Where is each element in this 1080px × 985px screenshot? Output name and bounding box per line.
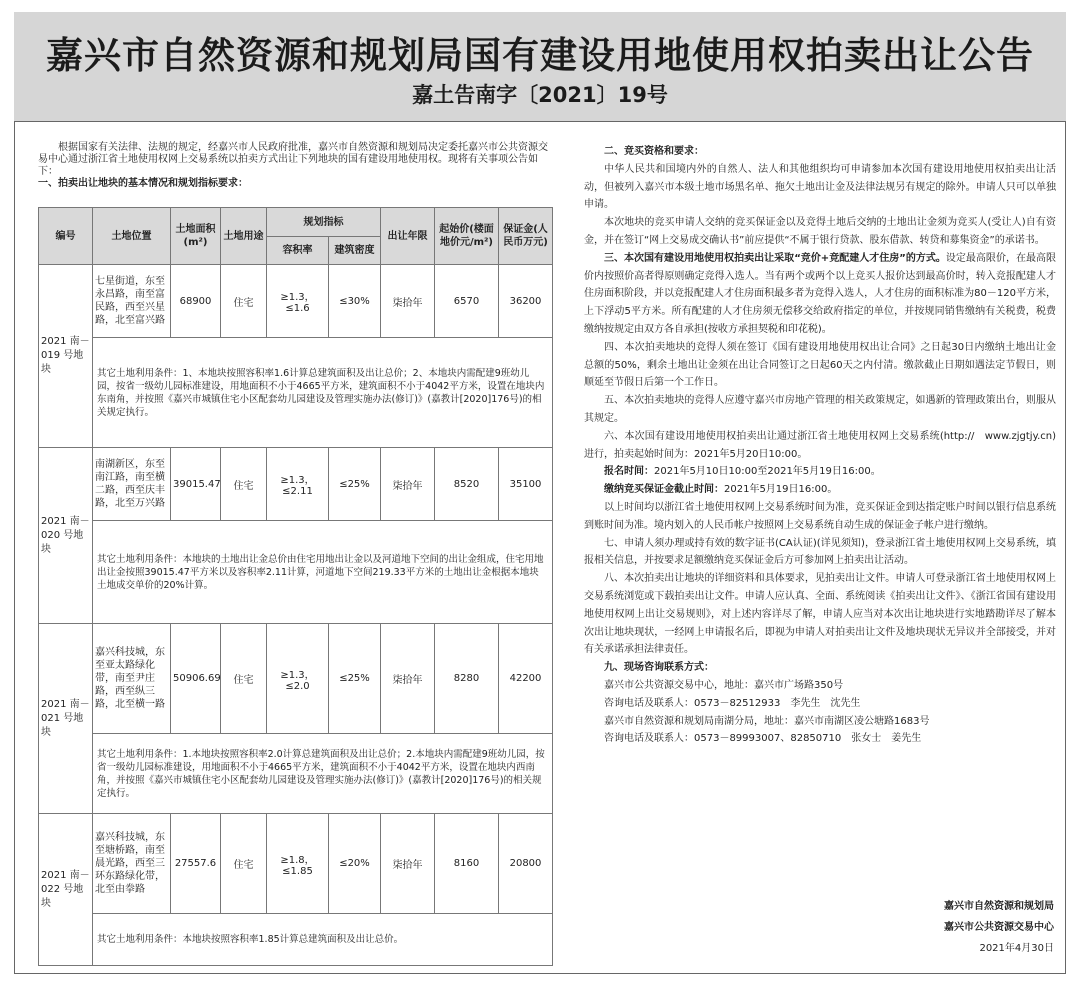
parcel-code: 2021 南－021 号地块 [39, 624, 93, 814]
parcel-density: ≤20% [329, 814, 381, 914]
section-1-title: 一、拍卖出让地块的基本情况和规划指标要求： [38, 178, 248, 189]
table-row-extra [39, 338, 553, 448]
parcel-area: 50906.69 [171, 624, 221, 734]
parcel-code: 2021 南－019 号地块 [39, 265, 93, 448]
parcel-location: 嘉兴科技城，东至塘桥路，南至晨光路，西至三环东路绿化带，北至由拳路 [93, 814, 171, 914]
parcel-term: 柒拾年 [381, 265, 435, 338]
section-3-paragraph [584, 250, 1056, 339]
table-row [39, 814, 553, 914]
header-far: 容积率 [267, 237, 329, 265]
section-6-paragraph: 六、本次国有建设用地使用权拍卖出让通过浙江省土地使用权网上交易系统(http:// www.zjgtjy.cn)进行，拍卖起始时间为：2021年5月20日10:00。 [584, 430, 1056, 460]
intro-paragraph: 根据国家有关法律、法规的规定，经嘉兴市人民政府批准，嘉兴市自然资源和规划局决定委托嘉兴市公共资源交易中心通过浙江省土地使用权网上交易系统以拍卖方式出让下列地块的国有建设用地使用权。现将有关事项公告如下： [38, 142, 548, 177]
section-2-paragraph-1: 中华人民共和国境内外的自然人、法人和其他组织均可申请参加本次国有建设用地使用权拍卖出让活动，但被列入嘉兴市本级土地市场黑名单、拖欠土地出让金及法律法规另有规定的除外。申请人只可以单独申请。 [584, 163, 1056, 211]
section-2-title: 二、竞买资格和要求： [604, 146, 704, 157]
signup-value: 2021年5月10日10:00至2021年5月19日16:00。 [654, 466, 881, 478]
contact-line-2: 咨询电话及联系人：0573－82512933 李先生 沈先生 [604, 697, 861, 709]
contact-line-1: 嘉兴市公共资源交易中心，地址：嘉兴市广场路350号 [604, 679, 844, 691]
parcel-term: 柒拾年 [381, 814, 435, 914]
signature-org-2: 嘉兴市公共资源交易中心 [944, 922, 1054, 933]
section-3-body: 设定最高限价，在最高限价内按照价高者得原则确定竞得入选人。当有两个或两个以上竞买人报价达到最高价时，转入竞报配建人才住房面积阶段，并以竞报配建人才住房面积最多者为竞得入选人，人才住房的面积标准为80－120平方米，上下浮动5平方米。所有配建的人才住房须无偿移交给政府指定的单位，并按规同销售缴纳有关税费，税费缴纳按规定由双方各自承担(按收方承担契税和印花税)。 [584, 252, 1056, 335]
section-3-lead: 三、本次国有建设用地使用权拍卖出让采取“竞价+竞配建人才住房”的方式。 [604, 252, 946, 264]
table-row [39, 448, 553, 521]
parcel-far: ≥1.3，≤1.6 [267, 265, 329, 338]
left-column [38, 142, 552, 190]
header-deposit: 保证金(人民币万元) [499, 208, 553, 265]
parcel-price: 8520 [435, 448, 499, 521]
parcel-price: 6570 [435, 265, 499, 338]
parcel-conditions: 其它土地利用条件：1.本地块按照容积率2.0计算总建筑面积及出让总价；2.本地块内需配建9班幼儿园，按省一级幼儿园标准建设，用地面积不小于4665平方米，建筑面积不小于4042平方米，设置在地块内西南角，并按照《嘉兴市城镇住宅小区配套幼儿园建设及管理实施办法(修订)》(嘉教计[2020]176号)的相关规定执行。 [93, 734, 553, 814]
parcel-location: 南湖新区，东至南江路，南至横二路，西至庆丰路，北至万兴路 [93, 448, 171, 521]
deposit-label: 缴纳竞买保证金截止时间： [604, 484, 724, 496]
deposit-value: 2021年5月19日16:00。 [724, 484, 838, 496]
parcel-conditions: 其它土地利用条件：本地块的土地出让金总价由住宅用地出让金以及河道地下空间的出让金组成，住宅用地出让金按照39015.47平方米以及容积率2.11计算，河道地下空间219.33平方米的土地出让金根据本地块土地成交单价的20%计算。 [93, 521, 553, 624]
parcel-use: 住宅 [221, 448, 267, 521]
parcel-term: 柒拾年 [381, 624, 435, 734]
table-row-extra [39, 734, 553, 814]
parcel-deposit: 36200 [499, 265, 553, 338]
signup-time [584, 463, 1056, 481]
header-location: 土地位置 [93, 208, 171, 265]
header-code: 编号 [39, 208, 93, 265]
signature-org-1: 嘉兴市自然资源和规划局 [944, 901, 1054, 912]
parcel-density: ≤30% [329, 265, 381, 338]
parcel-price: 8280 [435, 624, 499, 734]
document-number: 嘉土告南字〔2021〕19号 [412, 83, 668, 107]
header-use: 土地用途 [221, 208, 267, 265]
contact-line-4: 咨询电话及联系人：0573－89993007、82850710 张女士 姜先生 [604, 733, 922, 745]
header-banner [14, 12, 1066, 122]
signature-block [944, 896, 1054, 959]
parcel-area: 68900 [171, 265, 221, 338]
signup-label: 报名时间： [604, 466, 654, 478]
section-2-paragraph-2: 本次地块的竞买申请人交纳的竞买保证金以及竞得土地后交纳的土地出让金须为竞买人(受让人)自有资金，并在签订“网上交易成交确认书”前应提供“不属于银行贷款、股东借款、转贷和募集资金”的承诺书。 [584, 217, 1056, 246]
table-row [39, 265, 553, 338]
parcel-price: 8160 [435, 814, 499, 914]
deposit-deadline [584, 481, 1056, 499]
header-area: 土地面积(m²) [171, 208, 221, 265]
table-row-extra [39, 521, 553, 624]
right-column [584, 143, 1056, 748]
section-6-paragraph-2: 以上时间均以浙江省土地使用权网上交易系统时间为准，竞买保证金到达指定账户时间以银行信息系统到账时间为准。境内划入的人民币帐户按照网上交易系统自动生成的保证金子帐户进行缴纳。 [584, 501, 1056, 531]
section-9-title: 九、现场咨询联系方式： [604, 662, 714, 674]
table-row [39, 624, 553, 734]
section-4-paragraph: 四、本次拍卖地块的竞得人须在签订《国有建设用地使用权出让合同》之日起30日内缴纳土地出让金总额的50%，剩余土地出让金须在出让合同签订之日起60天之内付清。缴款截止日期如遇法定节假日，则顺延至节假日后第一个工作日。 [584, 341, 1056, 389]
parcel-deposit: 42200 [499, 624, 553, 734]
parcel-code: 2021 南－020 号地块 [39, 448, 93, 624]
parcel-density: ≤25% [329, 448, 381, 521]
parcel-location: 七星街道，东至永昌路，南至富民路，西至兴星路，北至富兴路 [93, 265, 171, 338]
parcel-deposit: 35100 [499, 448, 553, 521]
table-row-extra [39, 914, 553, 966]
parcel-far: ≥1.8，≤1.85 [267, 814, 329, 914]
parcel-density: ≤25% [329, 624, 381, 734]
parcel-conditions: 其它土地利用条件：本地块按照容积率1.85计算总建筑面积及出让总价。 [93, 914, 553, 966]
signature-date: 2021年4月30日 [979, 943, 1054, 954]
contact-line-3: 嘉兴市自然资源和规划局南湖分局，地址：嘉兴市南湖区凌公塘路1683号 [604, 715, 930, 727]
parcel-term: 柒拾年 [381, 448, 435, 521]
section-7-paragraph: 七、申请人须办理或持有效的数字证书(CA认证)(详见须知)，登录浙江省土地使用权网上交易系统，填报相关信息，并按要求足额缴纳竞买保证金后方可参加网上拍卖出让活动。 [584, 537, 1056, 567]
parcel-far: ≥1.3，≤2.11 [267, 448, 329, 521]
page-title: 嘉兴市自然资源和规划局国有建设用地使用权拍卖出让公告 [46, 34, 1034, 77]
header-planning: 规划指标 [267, 208, 381, 237]
parcel-deposit: 20800 [499, 814, 553, 914]
parcel-area: 39015.47 [171, 448, 221, 521]
header-price: 起始价(楼面地价元/m²) [435, 208, 499, 265]
parcel-use: 住宅 [221, 624, 267, 734]
section-8-paragraph: 八、本次拍卖出让地块的详细资料和具体要求，见拍卖出让文件。申请人可登录浙江省土地使用权网上交易系统浏览或下载拍卖出让文件。申请人应认真、全面、系统阅读《拍卖出让文件》、《浙江省国有建设用地使用权网上出让交易规则》，对上述内容详尽了解，申请人应当对本次出让地块进行实地踏勘详尽了解本次出让地块现状，一经网上申请报名后，即视为申请人对拍卖出让文件及地块现状无异议并全部接受，并对有关承诺承担法律责任。 [584, 573, 1056, 656]
parcel-table [38, 207, 553, 966]
section-5-paragraph: 五、本次拍卖地块的竞得人应遵守嘉兴市房地产管理的相关政策规定，如遇新的管理政策出台，则服从其规定。 [584, 395, 1056, 424]
parcel-location: 嘉兴科技城，东至亚太路绿化带，南至尹庄路，西至纵三路，北至横一路 [93, 624, 171, 734]
parcel-code: 2021 南－022 号地块 [39, 814, 93, 966]
parcel-conditions: 其它土地利用条件：1、本地块按照容积率1.6计算总建筑面积及出让总价；2、本地块内需配建9班幼儿园，按省一级幼儿园标准建设，用地面积不小于4665平方米，建筑面积不小于4042平方米，设置在地块内东南角，并按照《嘉兴市城镇住宅小区配套幼儿园建设及管理实施办法(修订)》(嘉教计[2020]176号)的相关规定执行。 [93, 338, 553, 448]
header-term: 出让年限 [381, 208, 435, 265]
parcel-use: 住宅 [221, 265, 267, 338]
parcel-far: ≥1.3，≤2.0 [267, 624, 329, 734]
header-density: 建筑密度 [329, 237, 381, 265]
parcel-area: 27557.6 [171, 814, 221, 914]
parcel-use: 住宅 [221, 814, 267, 914]
